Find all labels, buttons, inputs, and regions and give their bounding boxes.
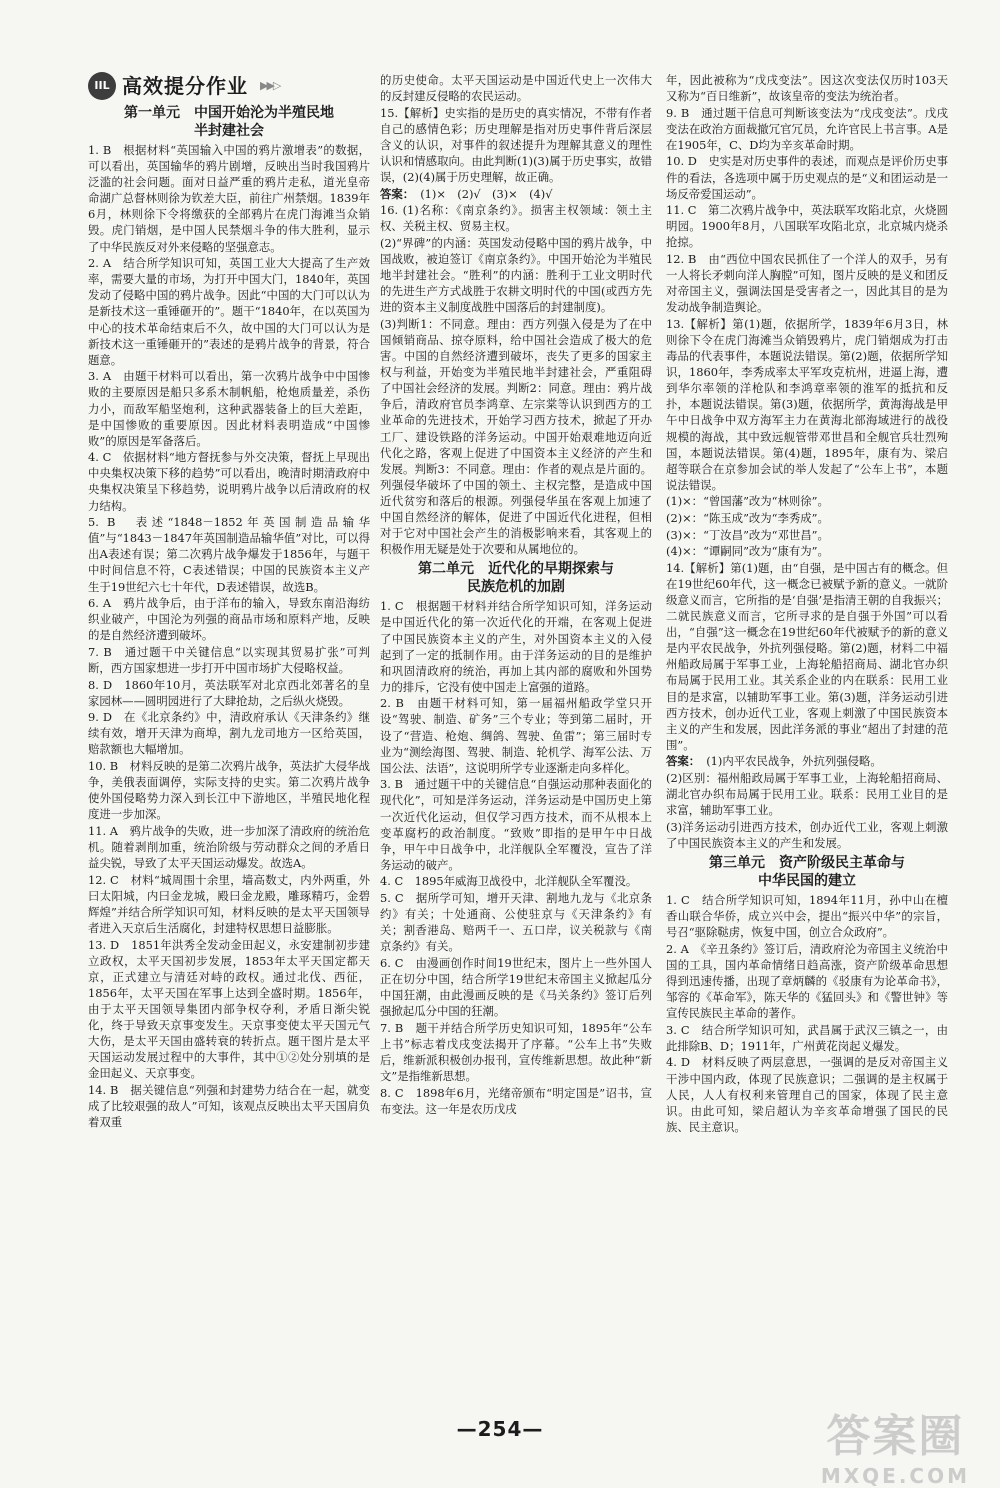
answer-entry: 1. C 结合所学知识可知，1894年11月，孙中山在檀香山联合华侨，成立兴中会，提出“振兴中华”的宗旨，号召“驱除鞑虏，恢复中国，创立合众政府”。 xyxy=(666,893,948,940)
answer-line: (3)×：“丁汝昌”改为“邓世昌”。 xyxy=(666,527,829,542)
answer-entry: 13. D 1851年洪秀全发动金田起义，永安建制初步建立政权，太平天国初步发展，1853年太平天国定都天京，正式建立与清廷对峙的政权。通过北伐、西征，1856年，太平天国在军事上达到全盛时期。1856年，由于太平天国领导集团内部争权夺利，矛盾日渐尖锐化，终于导致天京事变发生。天京事变使太平天国元气大伤，是太平天国由盛转衰的转折点。题干图片是太平天国运动发展过程中的大事件，其中①②处分别填的是金田起义、天京事变。 xyxy=(88,937,370,1081)
answer-entry: 13.【解析】第(1)题，依据所学，1839年6月3日，林则徐下令在虎门海滩当众销毁鸦片，虎门销烟成为打击毒品的代表事件，本题说法错误。第(2)题，依据所学知识，1860年，李秀成率太平军攻克杭州，进逼上海，遭到华尔率领的洋枪队和李鸿章率领的淮军的抵抗和反扑，本题说法错误。第(3)题，依据所学，黄海海战是甲午中日战争中双方海军主力在黄海北部海域进行的战役规模的海战，其中致远舰管带邓世昌和全舰官兵壮烈殉国，本题说法错误。第(4)题，1895年，康有为、梁启超等联合在京参加会试的举人发起了“公车上书”，本题说法错误。 xyxy=(666,316,948,492)
answer-line: (2)×：“陈玉成”改为“李秀成”。 xyxy=(666,511,829,526)
page-number: —254— xyxy=(456,1417,544,1441)
answer-entry: 6. A 鸦片战争后，由于洋布的输入，导致东南沿海纺织业破产，中国沦为列强的商品市场和原料产地，反映的是自然经济遭到破坏。 xyxy=(88,596,370,643)
answer-entry: (3)判断1：不同意。理由：西方列强入侵是为了在中国倾销商品、掠夺原料，给中国社会造成了极大的危害。中国的自然经济遭到破坏，丧失了更多的国家主权与利益，开始变为半殖民地半封建社会，严重阻碍了中国社会经济的发展。判断2：同意。理由：鸦片战争后，清政府官员李鸿章、左宗棠等认识到西方的工业革命的先进技术，开始学习西方技术，掀起了开办工厂、建设铁路的洋务运动。中国开始艰难地迈向近代化之路，客观上促进了中国资本主义经济的产生和发展。判断3：不同意。理由：作者的观点是片面的。列强侵华破坏了中国的领土、主权完整，是造成中国近代贫穷和落后的根源。列强侵华虽在客观上加速了中国自然经济的解体，促进了中国近代化进程，但相对于它对中国社会产生的消极影响来看，其客观上的积极作用无疑是处于次要和从属地位的。 xyxy=(380,316,652,557)
answer-entry: 年，因此被称为“戊戌变法”。因这次变法仅历时103天又称为“百日维新”，故该皇帝的变法为统治者。 xyxy=(666,73,948,104)
answer-entry: 8. C 1898年6月，光绪帝颁布“明定国是”诏书，宣布变法。这一年是农历戊戌 xyxy=(380,1085,652,1116)
unit-1-heading xyxy=(88,104,370,140)
arrows-icon: ▶▶▷ xyxy=(260,78,280,92)
answer-entry: 15.【解析】史实指的是历史的真实情况，不带有作者自己的感情色彩；历史理解是指对历史事件背后深层含义的认识，对事件的叙述提升为理解其意义的理性认识和情感取向。由此判断(1)(3)属于历史事实，故错误，(2)(4)属于历史理解，故正确。 xyxy=(380,105,652,185)
unit-3-heading xyxy=(666,854,948,890)
answer-entry: 2. B 由题干材料可知，第一届福州船政学堂只开设“驾驶、制造、矿务”三个专业；等到第二届时，开设了“营造、枪炮、绸鸽、驾驶、鱼雷”；第三届时专业为“测绘海图、驾驶、制造、轮机学、海军公法、万国公法、法语”，这说明所学专业逐渐走向多样化。 xyxy=(380,696,652,775)
answer-entry: 11. A 鸦片战争的失败，进一步加深了清政府的统治危机。随着剥削加重，统治阶级与劳动群众之间的矛盾日益尖锐，导致了太平天国运动爆发。故选A。 xyxy=(88,823,370,871)
answer-entry: 4. C 依据材料“地方督抚参与外交决策，督抚上早现出中央集权决策下移的趋势”可以看出，晚清时期清政府中央集权决策呈下移趋势，说明鸦片战争以后清政府的权力结构。 xyxy=(88,450,370,513)
answer-entry: 7. B 通过题干中关键信息“以实现其贸易扩张”可判断，西方国家想进一步打开中国市场扩大侵略权益。 xyxy=(88,644,370,675)
answer-entry: 10. B 材料反映的是第二次鸦片战争，英法扩大侵华战争，美俄表面调停，实际支持的史实。第二次鸦片战争使外国侵略势力深入到长江中下游地区，半殖民地化程度进一步加深。 xyxy=(88,759,370,822)
answer-entry: 1. C 根据题干材料并结合所学知识可知，洋务运动是中国近代化的第一次近代化的开端，在客观上促进了中国民族资本主义的产生，对外国资本主义的入侵起到了一定的抵制作用。由于洋务运动的目的是维护和巩固清政府的统治，再加上其内部的腐败和外国势力的排斥，它没有使中国走上富强的道路。 xyxy=(380,599,652,694)
answer-line: (1)×：“曾国藩”改为“林则徐”。 xyxy=(666,494,829,509)
answer-entry: 4. C 1895年威海卫战役中，北洋舰队全军覆没。 xyxy=(380,874,638,889)
answer-entry: 12. C 材料“城周围十余里，墙高数丈，内外两重，外曰太阳城，内曰金龙城，殿曰金龙殿，雕琢精巧，金碧辉煌”并结合所学知识可知，材料反映的是太平天国领导者进入天京后生活腐化，封建特权思想日益膨胀。 xyxy=(88,872,370,935)
answer-entry: 6. C 由漫画创作时间19世纪末，图片上一些外国人正在切分中国，结合所学19世纪末帝国主义掀起瓜分中国狂潮，由此漫画反映的是《马关条约》签订后列强掀起瓜分中国的狂潮。 xyxy=(380,955,652,1019)
watermark-logo xyxy=(821,1400,970,1488)
answer-label: 答案： xyxy=(380,186,415,201)
answer-entry: 3. C 结合所学知识可知，武昌属于武汉三镇之一，由此排除B、D；1911年，广州黄花岗起义爆发。 xyxy=(666,1022,948,1053)
answer-value: (1)× (2)√ (3)× (4)√ xyxy=(420,186,553,201)
answer-entry: 5. C 据所学可知，增开天津、割地九龙与《北京条约》有关；十处通商、公使驻京与《天津条约》有关；割香港岛、赔两千一、五口岸，议关税款与《南京条约》有关。 xyxy=(380,891,652,954)
left-column xyxy=(88,72,370,1131)
answer-entry: 11. C 第二次鸦片战争中，英法联军攻陷北京，火烧圆明园。1900年8月，八国联军攻陷北京，北京城内烧杀抢掠。 xyxy=(666,203,948,250)
unit-2-subtitle: 民族危机的加剧 xyxy=(467,579,565,596)
unit-3-subtitle: 中华民国的建立 xyxy=(758,873,856,889)
answer-entry: 4. D 材料反映了两层意思，一强调的是反对帝国主义干涉中国内政，体现了民族意识；二强调的是主权属于人民，人人有权利来管理自己的国家，体现了民主意识。由此可知，梁启超认为辛亥革命增强了国民的民族、民主意识。 xyxy=(666,1055,948,1134)
section-header xyxy=(88,72,370,100)
answer-entry: 12. B 由“西位中国农民抓住了一个洋人的双手，另有一人将长矛刺向洋人胸膛”可知，图片反映的是义和团反对帝国主义，强调法国是受害者之一，因此其目的是为发动战争制造舆论。 xyxy=(666,252,948,315)
unit-2-heading xyxy=(380,560,652,596)
watermark-url: MXQE.COM xyxy=(820,1464,970,1488)
answer-line xyxy=(666,753,948,769)
unit-2-title: 第二单元 近代化的早期探索与 xyxy=(418,561,614,578)
answer-entry: 9. B 通过题干信息可判断该变法为“戊戌变法”。戊戌变法在政治方面裁撤冗官冗员，允许官民上书言事。A是在1905年，C、D均为辛亥革命时期。 xyxy=(666,105,948,152)
answer-entry: (2)“界碑”的内涵：英国发动侵略中国的鸦片战争，中国战败，被迫签订《南京条约》。中国开始沦为半殖民地半封建社会。“胜利”的内涵：胜利于工业文明时代的先进生产方式战胜于农耕文明时代的中国(或西方先进的资本主义制度战胜中国落后的封建制度)。 xyxy=(380,235,652,315)
unit-1-title: 第一单元 中国开始沦为半殖民地 xyxy=(124,105,334,121)
answer-entry: 2. A 《辛丑条约》签订后，清政府沦为帝国主义统治中国的工具，国内革命情绪日趋高涨，资产阶级革命思想得到迅速传播，出现了章炳麟的《驳康有为论革命书》，邹容的《革命军》，陈天华的《猛回头》和《警世钟》等宣传民族民主革命的著作。 xyxy=(666,941,948,1021)
section-title: 高效提分作业 xyxy=(122,73,248,98)
middle-column xyxy=(380,72,652,1117)
answer-entry: 16. (1)名称：《南京条约》。损害主权领域：领土主权、关税主权、贸易主权。 xyxy=(380,203,652,234)
answer-entry: 2. A 结合所学知识可知，英国工业大大提高了生产效率，需要大量的市场，为打开中国大门，1840年，英国发动了侵略中国的鸦片战争。因此“中国的大门可以认为是新技术这一重锤砸开的”。题干“1840年，在以英国为中心的技术革命结束后不久，故中国的大门可以认为是新技术这一重锤砸开的”表述的是鸦片战争的背景，符合题意。 xyxy=(88,256,370,367)
answer-entry: 3. A 由题干材料可以看出，第一次鸦片战争中中国惨败的主要原因是船只多系木制帆船，枪炮质量差，杀伤力小，而敌军船坚炮利，这种武器装备上的巨大差距，是中国惨败的重要原因。因此材料表明造成“中国惨败”的原因是军备落后。 xyxy=(88,369,370,448)
answer-line: (2)区别：福州船政局属于军事工业，上海轮船招商局、湖北官办织布局属于民用工业。联系：民用工业目的是求富，辅助军事工业。 xyxy=(666,771,948,818)
right-column xyxy=(666,72,948,1135)
answer-entry: 7. B 题干并结合所学历史知识可知，1895年“公车上书”标志着戊戌变法揭开了序幕。“公车上书”失败后，维新派积极创办报刊，宣传维新思想。故此种“新文”是指维新思想。 xyxy=(380,1020,652,1084)
answer-entry: 14.【解析】第(1)题，由“自强，是中国古有的概念。但在19世纪60年代，这一概念已被赋予新的意义。一就阶级意义而言，它所指的是‘自强’是指清王朝的自我振兴；二就民族意义而言，它所寻求的是自强于外国”可以看出，“自强”这一概念在19世纪60年代被赋予的新的意义是内平农民战争，外抗列强侵略。第(2)题，材料二中福州船政局属于军事工业，上海轮船招商局、湖北官办织布局属于民用工业。其关系企业的内在联系：民用工业目的是求富，以辅助军事工业。第(3)题，洋务运动引进西方技术，创办近代工业，客观上刺激了中国民族资本主义的产生和发展，因此洋务派的事业“超出了封建的范围”。 xyxy=(666,560,948,752)
answer-entry: 8. D 1860年10月，英法联军对北京西北郊著名的皇家园林——圆明园进行了大肆抢劫，之后纵火烧毁。 xyxy=(88,677,370,708)
answer-entry: 10. D 史实是对历史事件的表述，而观点是评价历史事件的看法，各选项中属于历史观点的是“义和团运动是一场反帝爱国运动”。 xyxy=(666,154,948,201)
answer-entry: 14. B 据关键信息“列强和封建势力结合在一起，就变成了比较艰强的敌人”可知，该观点反映出太平天国肩负着双重 xyxy=(88,1082,370,1130)
answer-entry: 5. B 表述“1848－1852年英国制造品输华值”与“1843－1847年英国制造品输华值”对比，可以得出A表述有误；第二次鸦片战争爆发于1856年，与题干中时间信息不符，C表述错误；中国的民族资本主义产生于19世纪六七十年代，D表述错误，故选B。 xyxy=(88,515,370,594)
answer-line xyxy=(380,186,652,202)
answer-entry: 的历史使命。太平天国运动是中国近代史上一次伟大的反封建反侵略的农民运动。 xyxy=(380,73,652,104)
unit-1-subtitle: 半封建社会 xyxy=(194,123,264,139)
answer-entry: 1. B 根据材料“英国输入中国的鸦片激增表”的数据，可以看出，英国输华的鸦片剧增，反映出当时我国鸦片泛滥的社会问题。面对日益严重的鸦片走私，道光皇帝命湖广总督林则徐为钦差大臣，前往广州禁烟。1839年6月，林则徐下令将缴获的全部鸦片在虎门海滩当众销毁。虎门销烟，是中国人民禁烟斗争的伟大胜利，显示了中华民族反对外来侵略的坚强意志。 xyxy=(88,143,370,254)
section-logo-icon: IIL xyxy=(88,72,116,100)
watermark-text: 答案圈 xyxy=(826,1411,965,1462)
answer-label: 答案： xyxy=(666,754,701,769)
answer-entry: 9. D 在《北京条约》中，清政府承认《天津条约》继续有效，增开天津为商埠，割九龙司地方一区给英国，赔款额也大幅增加。 xyxy=(88,710,370,757)
answer-line: (4)×：“谭嗣同”改为“康有为”。 xyxy=(666,544,829,559)
answer-value: (1)内平农民战争，外抗列强侵略。 xyxy=(706,754,882,769)
answer-line: (3)洋务运动引进西方技术，创办近代工业，客观上刺激了中国民族资本主义的产生和发展。 xyxy=(666,819,948,850)
answer-entry: 3. B 通过题干中的关键信息“自强运动那种表面化的现代化”，可知是洋务运动，洋务运动是中国历史上第一次近代化运动，但仅学习西方技术，而不从根本上变革腐朽的政治制度。“致败”即指的是甲午中日战争，甲午中日战争中，北洋舰队全军覆没，宣告了洋务运动的破产。 xyxy=(380,777,652,872)
unit-3-title: 第三单元 资产阶级民主革命与 xyxy=(709,855,905,871)
